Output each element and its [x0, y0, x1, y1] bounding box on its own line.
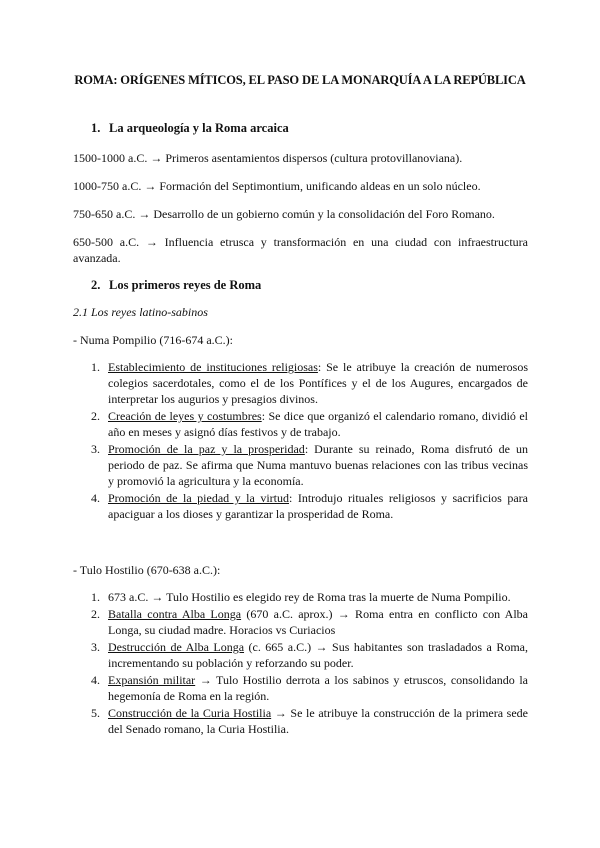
section-1-heading — [91, 121, 289, 136]
list-item: 5. Construcción de la Curia Hostilia → Se le atribuye la construcción de la primera sede del Senado romano, la Curia Hostilia. — [91, 706, 528, 736]
section-2-number: 2. — [91, 278, 101, 292]
section-2-heading — [91, 278, 261, 293]
item-term: Promoción de la piedad y la virtud — [108, 491, 289, 505]
timeline-entry-3: 750-650 a.C. → Desarrollo de un gobierno común y la consolidación del Foro Romano. — [73, 207, 495, 221]
list-item: 4. Expansión militar → Tulo Hostilio derrota a los sabinos y etruscos, consolidando la hegemonía de Roma en la región. — [91, 673, 528, 703]
section-1-number: 1. — [91, 121, 101, 135]
list-item: 3. Promoción de la paz y la prosperidad: Durante su reinado, Roma disfrutó de un periodo de paz. Se afirma que Numa mantuvo buenas relaciones con las tribus vecinas y promovió la agricultura y la economía. — [91, 442, 528, 488]
timeline-entry-2: 1000-750 a.C. → Formación del Septimontium, unificando aldeas en un solo núcleo. — [73, 179, 481, 193]
tulo-events-list — [91, 589, 528, 738]
timeline-entry-4: 650-500 a.C. → Influencia etrusca y transformación en una ciudad con infraestructura avanzada. — [73, 235, 528, 265]
page-title: ROMA: ORÍGENES MÍTICOS, EL PASO DE LA MONARQUÍA A LA REPÚBLICA — [74, 73, 526, 87]
item-term: Creación de leyes y costumbres — [108, 409, 262, 423]
item-term: Batalla contra Alba Longa — [108, 607, 242, 621]
ruler-numa-pompilio: - Numa Pompilio (716-674 a.C.): — [73, 333, 233, 347]
list-item: 2. Creación de leyes y costumbres: Se dice que organizó el calendario romano, dividió el año en meses y asignó días festivos y de trabajo. — [91, 409, 528, 439]
numa-achievements-list — [91, 359, 528, 523]
item-term: Establecimiento de instituciones religiosas — [108, 360, 318, 374]
list-item: 2. Batalla contra Alba Longa (670 a.C. aprox.) → Roma entra en conflicto con Alba Longa, su ciudad madre. Horacios vs Curiacios — [91, 607, 528, 637]
subsection-heading: 2.1 Los reyes latino-sabinos — [73, 305, 208, 319]
list-item: 3. Destrucción de Alba Longa (c. 665 a.C.) → Sus habitantes son trasladados a Roma, incrementando su población y reforzando su poder. — [91, 640, 528, 670]
item-term: Construcción de la Curia Hostilia — [108, 706, 272, 720]
item-term: Expansión militar — [108, 673, 196, 687]
timeline-entry-1: 1500-1000 a.C. → Primeros asentamientos dispersos (cultura protovillanoviana). — [73, 151, 463, 165]
section-1-title: La arqueología y la Roma arcaica — [109, 121, 289, 135]
item-term: Promoción de la paz y la prosperidad — [108, 442, 305, 456]
list-item: 1. 673 a.C. → Tulo Hostilio es elegido rey de Roma tras la muerte de Numa Pompilio. — [91, 590, 511, 604]
ruler-tulo-hostilio: - Tulo Hostilio (670-638 a.C.): — [73, 563, 221, 577]
item-term: Destrucción de Alba Longa — [108, 640, 245, 654]
section-2-title: Los primeros reyes de Roma — [109, 278, 262, 292]
list-item: 4. Promoción de la piedad y la virtud: Introdujo rituales religiosos y sacrificios para apaciguar a los dioses y garantizar la prosperidad de Roma. — [91, 491, 528, 521]
list-item: 1. Establecimiento de instituciones religiosas: Se le atribuye la creación de numerosos colegios sacerdotales, como el de los Pontífices y el de los Augures, encargados de interpretar los augurios y presagios divinos. — [91, 360, 528, 406]
